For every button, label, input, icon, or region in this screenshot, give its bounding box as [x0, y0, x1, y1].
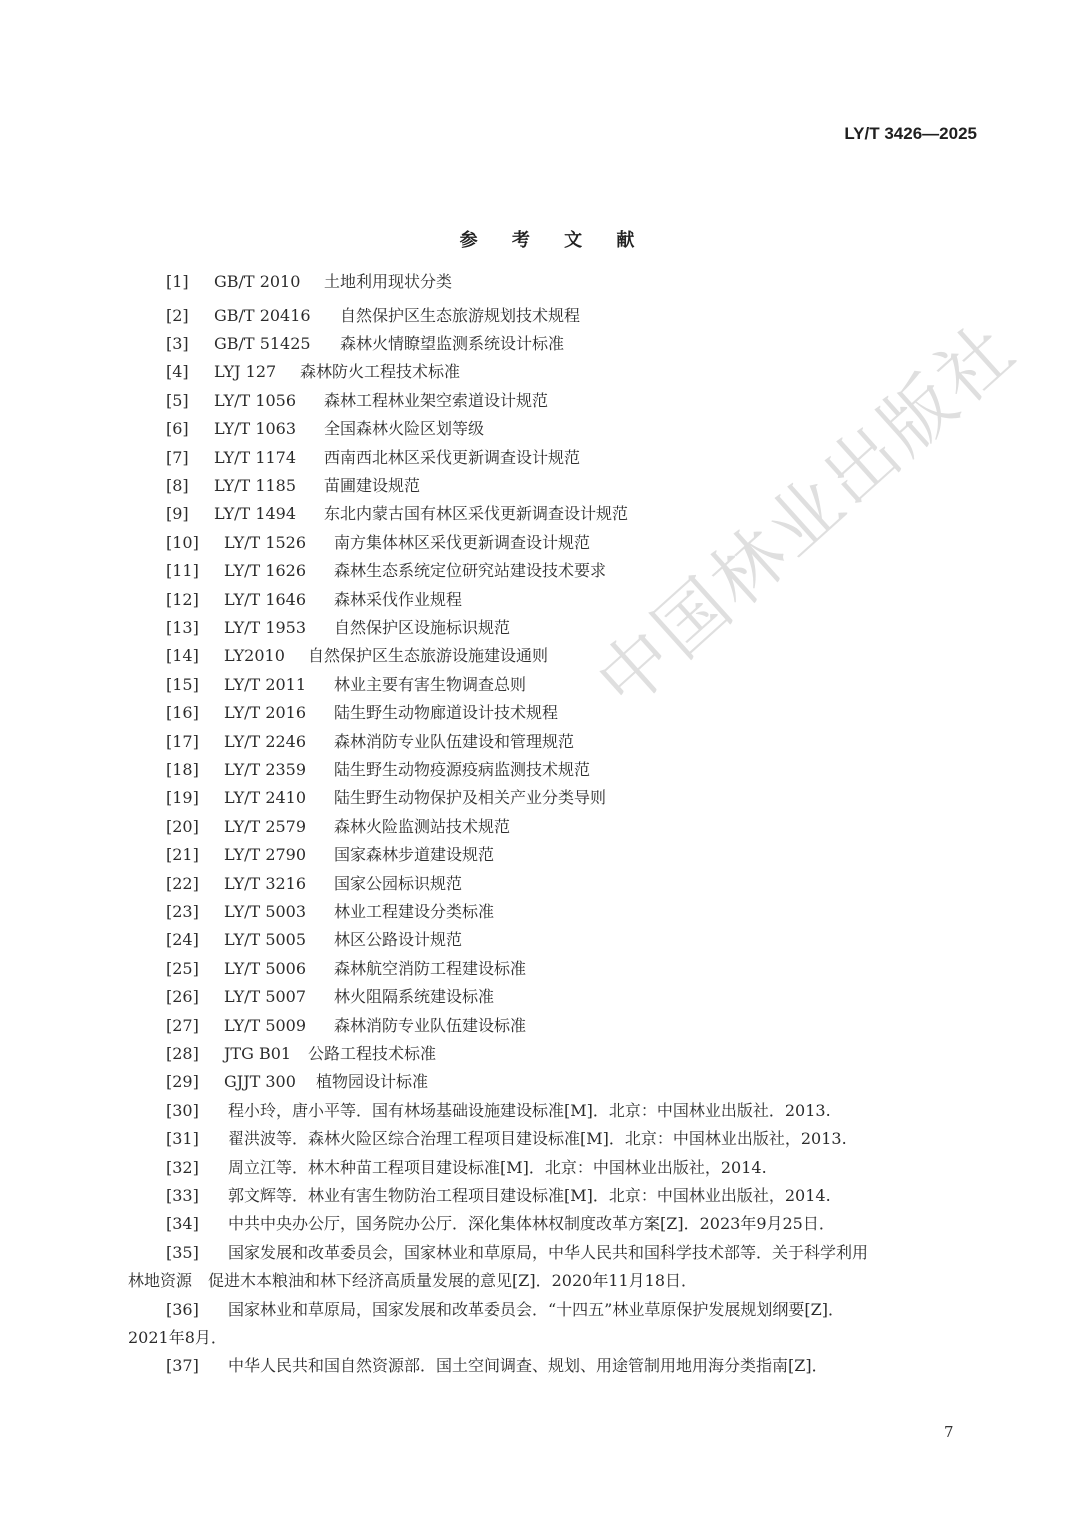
ref-title: 土地利用现状分类: [324, 272, 453, 291]
ref-code: JTG B01: [224, 1044, 292, 1063]
standard-code: LY/T 3426—2025: [844, 124, 977, 143]
ref-number: [37]: [166, 1356, 199, 1375]
ref-code: LY/T 2579: [224, 817, 307, 836]
reference-item: [166, 1016, 526, 1036]
reference-item: [166, 1214, 835, 1234]
ref-number: [23]: [166, 902, 199, 921]
ref-title: 翟洪波等．森林火险区综合治理工程项目建设标准[M]．北京：中国林业出版社，2013.: [228, 1129, 847, 1148]
reference-item: [166, 448, 580, 468]
reference-item: [166, 1300, 844, 1320]
ref-number: [20]: [166, 817, 199, 836]
ref-title: 自然保护区生态旅游设施建设通则: [308, 646, 549, 665]
reference-item: [166, 272, 452, 292]
reference-item: [166, 504, 628, 524]
ref-title: 陆生野生动物保护及相关产业分类导则: [334, 788, 607, 807]
ref-number: [13]: [166, 618, 199, 637]
ref-code: LY/T 2011: [224, 675, 307, 694]
ref-number: [34]: [166, 1214, 199, 1233]
ref-code: LY/T 2410: [224, 788, 307, 807]
ref-code: GB/T 2010: [214, 272, 301, 291]
ref-number: [8]: [166, 476, 189, 495]
reference-item: [166, 334, 564, 354]
ref-code: LY/T 1056: [214, 391, 297, 410]
ref-number: [15]: [166, 675, 199, 694]
ref-title: 国家林业和草原局，国家发展和改革委员会．“十四五”林业草原保护发展规划纲要[Z]．: [228, 1300, 844, 1319]
reference-item: [166, 1356, 828, 1376]
ref-title: 自然保护区设施标识规范: [334, 618, 511, 637]
ref-number: [26]: [166, 987, 199, 1006]
ref-code: LY/T 5007: [224, 987, 307, 1006]
ref-number: [22]: [166, 874, 199, 893]
ref-code: LY/T 5006: [224, 959, 307, 978]
ref-code: LY/T 1494: [214, 504, 297, 523]
ref-number: [1]: [166, 272, 189, 291]
ref-number: [29]: [166, 1072, 199, 1091]
reference-item: [166, 561, 606, 581]
ref-number: [25]: [166, 959, 199, 978]
page-title: 参 考 文 献: [459, 230, 649, 251]
ref-title: 林业工程建设分类标准: [334, 902, 495, 921]
ref-code: LY2010: [224, 646, 285, 665]
ref-code: LY/T 2359: [224, 760, 307, 779]
ref-title: 森林消防专业队伍建设标准: [334, 1016, 527, 1035]
page-number: 7: [944, 1423, 954, 1441]
ref-number: [18]: [166, 760, 199, 779]
reference-item: [166, 419, 484, 439]
ref-code: LY/T 5005: [224, 930, 307, 949]
ref-title: 森林消防专业队伍建设和管理规范: [334, 732, 575, 751]
ref-code: LY/T 1626: [224, 561, 307, 580]
ref-number: [21]: [166, 845, 199, 864]
reference-item: [166, 930, 462, 950]
reference-item: [166, 732, 574, 752]
reference-item: [166, 1129, 847, 1149]
reference-item: [166, 874, 462, 894]
reference-item: [166, 1186, 831, 1206]
ref-number: [30]: [166, 1101, 199, 1120]
ref-code: LY/T 3216: [224, 874, 307, 893]
reference-item: [166, 902, 494, 922]
ref-title: 林区公路设计规范: [334, 930, 463, 949]
ref-title: 森林生态系统定位研究站建设技术要求: [334, 561, 607, 580]
ref-title: 森林采伐作业规程: [334, 590, 463, 609]
ref-code: LY/T 1526: [224, 533, 307, 552]
ref-title: 森林防火工程技术标准: [300, 362, 461, 381]
ref-title: 程小玲，唐小平等．国有林场基础设施建设标准[M]．北京：中国林业出版社．2013.: [228, 1101, 831, 1120]
publisher-watermark: 中国林业出版社: [580, 305, 1033, 725]
ref-title: 林业主要有害生物调查总则: [334, 675, 527, 694]
reference-item: [166, 1101, 831, 1121]
reference-item: [166, 590, 462, 610]
ref-code: LY/T 2016: [224, 703, 307, 722]
reference-item: [166, 618, 510, 638]
reference-item: [166, 817, 510, 837]
ref-number: [11]: [166, 561, 199, 580]
ref-code: GB/T 20416: [214, 306, 311, 325]
ref-title: 森林航空消防工程建设标准: [334, 959, 527, 978]
ref-number: [12]: [166, 590, 199, 609]
reference-item: [166, 646, 548, 666]
ref-code: LY/T 1646: [224, 590, 307, 609]
reference-item: [166, 362, 460, 382]
ref-title: 国家发展和改革委员会，国家林业和草原局，中华人民共和国科学技术部等．关于科学利用: [228, 1243, 869, 1262]
ref-code: LY/T 2246: [224, 732, 307, 751]
ref-title: 森林火情瞭望监测系统设计标准: [340, 334, 565, 353]
ref-number: [27]: [166, 1016, 199, 1035]
ref-number: [6]: [166, 419, 189, 438]
ref-number: [5]: [166, 391, 189, 410]
ref-title: 陆生野生动物廊道设计技术规程: [334, 703, 559, 722]
ref-number: [19]: [166, 788, 199, 807]
reference-item: [166, 845, 494, 865]
reference-item: [166, 675, 526, 695]
ref-number: [3]: [166, 334, 189, 353]
ref-number: [2]: [166, 306, 189, 325]
ref-number: [16]: [166, 703, 199, 722]
ref-number: [17]: [166, 732, 199, 751]
reference-item: [166, 1243, 868, 1263]
ref-code: LYJ 127: [214, 362, 277, 381]
reference-continuation: 2021年8月．: [128, 1328, 227, 1347]
reference-item: [166, 987, 494, 1007]
ref-code: LY/T 5003: [224, 902, 307, 921]
ref-number: [28]: [166, 1044, 199, 1063]
ref-number: [33]: [166, 1186, 199, 1205]
ref-number: [4]: [166, 362, 189, 381]
ref-number: [10]: [166, 533, 199, 552]
ref-code: LY/T 2790: [224, 845, 307, 864]
reference-item: [166, 1158, 767, 1178]
reference-item: [166, 306, 580, 326]
ref-number: [36]: [166, 1300, 199, 1319]
ref-title: 森林火险监测站技术规范: [334, 817, 511, 836]
reference-item: [166, 1072, 428, 1092]
ref-number: [32]: [166, 1158, 199, 1177]
ref-number: [35]: [166, 1243, 199, 1262]
ref-code: LY/T 1174: [214, 448, 297, 467]
reference-item: [166, 959, 526, 979]
ref-title: 林火阻隔系统建设标准: [334, 987, 495, 1006]
ref-title: 陆生野生动物疫源疫病监测技术规范: [334, 760, 591, 779]
ref-title: 周立江等．林木种苗工程项目建设标准[M]．北京：中国林业出版社，2014.: [228, 1158, 767, 1177]
reference-item: [166, 391, 548, 411]
ref-code: GJJT 300: [224, 1072, 296, 1091]
ref-title: 公路工程技术标准: [308, 1044, 437, 1063]
ref-title: 植物园设计标准: [316, 1072, 429, 1091]
ref-code: LY/T 1063: [214, 419, 297, 438]
ref-title: 中共中央办公厅，国务院办公厅．深化集体林权制度改革方案[Z]．2023年9月25日．: [228, 1214, 835, 1233]
ref-code: LY/T 1185: [214, 476, 297, 495]
ref-code: LY/T 5009: [224, 1016, 307, 1035]
ref-title: 自然保护区生态旅游规划技术规程: [340, 306, 581, 325]
ref-title: 东北内蒙古国有林区采伐更新调查设计规范: [324, 504, 629, 523]
ref-number: [24]: [166, 930, 199, 949]
ref-number: [31]: [166, 1129, 199, 1148]
ref-title: 西南西北林区采伐更新调查设计规范: [324, 448, 581, 467]
reference-item: [166, 1044, 436, 1064]
reference-item: [166, 760, 590, 780]
reference-item: [166, 703, 558, 723]
ref-title: 森林工程林业架空索道设计规范: [324, 391, 549, 410]
ref-title: 国家公园标识规范: [334, 874, 463, 893]
ref-code: GB/T 51425: [214, 334, 311, 353]
ref-number: [9]: [166, 504, 189, 523]
ref-number: [7]: [166, 448, 189, 467]
reference-item: [166, 533, 590, 553]
ref-title: 中华人民共和国自然资源部．国土空间调查、规划、用途管制用地用海分类指南[Z]．: [228, 1356, 828, 1375]
ref-title: 苗圃建设规范: [324, 476, 421, 495]
ref-title: 南方集体林区采伐更新调查设计规范: [334, 533, 591, 552]
reference-item: [166, 788, 606, 808]
reference-continuation: 林地资源 促进木本粮油和林下经济高质量发展的意见[Z]．2020年11月18日．: [128, 1271, 698, 1290]
ref-number: [14]: [166, 646, 199, 665]
reference-item: [166, 476, 420, 496]
ref-title: 郭文辉等．林业有害生物防治工程项目建设标准[M]．北京：中国林业出版社，2014.: [228, 1186, 831, 1205]
ref-title: 国家森林步道建设规范: [334, 845, 495, 864]
ref-code: LY/T 1953: [224, 618, 307, 637]
ref-title: 全国森林火险区划等级: [324, 419, 485, 438]
